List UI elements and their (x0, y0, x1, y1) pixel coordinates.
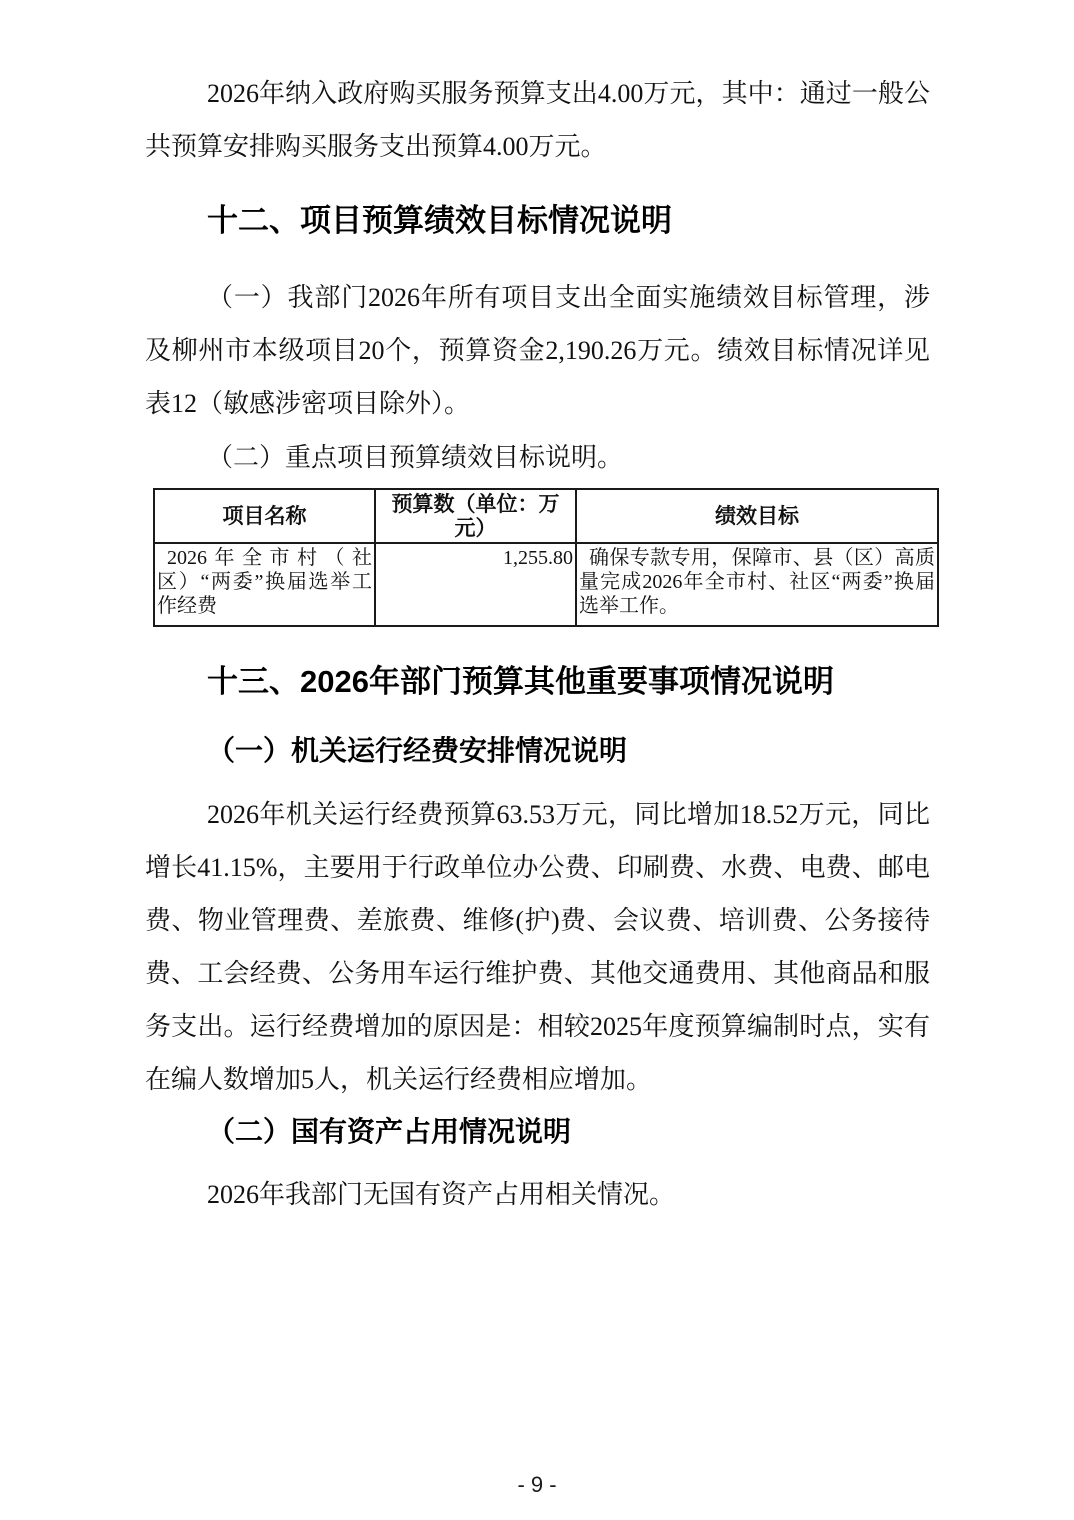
intro-paragraph: 2026年纳入政府购买服务预算支出4.00万元，其中：通过一般公共预算安排购买服务支出预算4.00万元。 (145, 79, 930, 161)
section-13-sub-2-paragraph: 2026年我部门无国有资产占用相关情况。 (207, 1180, 676, 1209)
section-13-heading: 十三、2026年部门预算其他重要事项情况说明 (207, 664, 834, 699)
section-13-sub-1-heading: （一）机关运行经费安排情况说明 (207, 736, 628, 767)
section-12-paragraph-1: （一）我部门2026年所有项目支出全面实施绩效目标管理，涉及柳州市本级项目20个，预算资金2,190.26万元。绩效目标情况详见表12（敏感涉密项目除外）。 (145, 283, 930, 418)
page-number: - 9 - (517, 1472, 557, 1497)
section-12-paragraph-2: （二）重点项目预算绩效目标说明。 (207, 443, 624, 472)
cell-project-name: 2026年全市村（社区）“两委”换届选举工作经费 (154, 543, 375, 626)
section-13-sub-1-paragraph: 2026年机关运行经费预算63.53万元，同比增加18.52万元，同比增长41.15%，主要用于行政单位办公费、印刷费、水费、电费、邮电费、物业管理费、差旅费、维修(护)费、会议费、培训费、公务接待费、工会经费、公务用车运行维护费、其他交通费用、其他商品和服务支出。运行经费增加的原因是：相较2025年度预算编制时点，实有在编人数增加5人，机关运行经费相应增加。 (145, 800, 930, 1094)
performance-target-table (153, 488, 939, 627)
column-header-project-name: 项目名称 (154, 489, 375, 543)
section-12-heading: 十二、项目预算绩效目标情况说明 (207, 203, 672, 238)
cell-performance-target: 确保专款专用，保障市、县（区）高质量完成2026年全市村、社区“两委”换届选举工作。 (576, 543, 938, 626)
table-header-row (154, 489, 938, 543)
cell-budget-amount: 1,255.80 (375, 543, 576, 626)
column-header-performance-target: 绩效目标 (576, 489, 938, 543)
column-header-budget-amount: 预算数（单位：万元） (375, 489, 576, 543)
section-13-sub-2-heading: （二）国有资产占用情况说明 (207, 1117, 572, 1148)
table-row (154, 543, 938, 626)
